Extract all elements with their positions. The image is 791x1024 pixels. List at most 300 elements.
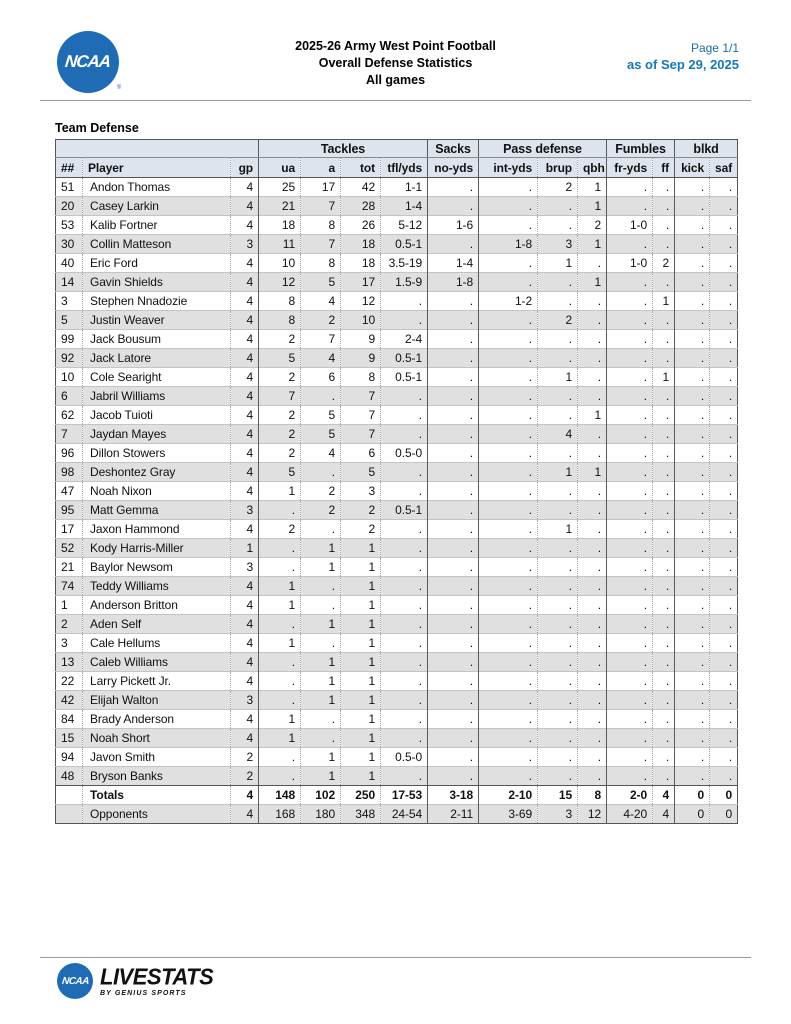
stat-cell: . [259, 558, 301, 577]
stat-cell: . [381, 596, 428, 615]
stat-cell: 1 [341, 596, 381, 615]
stat-cell: 1-6 [428, 216, 479, 235]
stat-cell: 4 [231, 786, 259, 805]
stat-cell: . [653, 767, 675, 786]
stat-cell: 4 [231, 273, 259, 292]
stat-cell: 102 [301, 786, 341, 805]
jersey-cell: 13 [56, 653, 83, 672]
stat-cell: . [428, 596, 479, 615]
stat-cell: 2 [301, 311, 341, 330]
stat-cell: 10 [341, 311, 381, 330]
stat-cell: . [607, 463, 653, 482]
stat-cell: 4 [231, 197, 259, 216]
stat-cell: . [710, 634, 738, 653]
player-row [56, 691, 738, 710]
stat-cell: 15 [538, 786, 578, 805]
stat-cell: 1-8 [428, 273, 479, 292]
jersey-cell: 7 [56, 425, 83, 444]
stat-cell: . [710, 444, 738, 463]
stat-cell: . [428, 520, 479, 539]
player-row [56, 558, 738, 577]
stat-cell: . [607, 615, 653, 634]
stat-cell: 1 [578, 178, 607, 197]
stat-cell: . [607, 197, 653, 216]
stat-cell: . [428, 577, 479, 596]
stat-cell: . [479, 178, 538, 197]
player-row [56, 539, 738, 558]
stat-cell: 21 [259, 197, 301, 216]
stat-cell: . [675, 558, 710, 577]
player-name-cell: Matt Gemma [83, 501, 231, 520]
stat-cell: . [538, 387, 578, 406]
stat-cell: . [653, 729, 675, 748]
stat-cell: . [381, 729, 428, 748]
table-body [56, 178, 738, 824]
stat-cell: . [428, 444, 479, 463]
stat-cell: . [607, 501, 653, 520]
player-row [56, 596, 738, 615]
stat-cell: . [479, 482, 538, 501]
stat-cell: 4 [231, 805, 259, 824]
stat-cell: . [538, 653, 578, 672]
stat-cell: 1 [301, 558, 341, 577]
stat-cell: 1-4 [428, 254, 479, 273]
player-name-cell: Kalib Fortner [83, 216, 231, 235]
stat-cell: . [675, 406, 710, 425]
stat-cell: 2 [538, 178, 578, 197]
stat-cell: 1 [301, 691, 341, 710]
stat-cell: . [428, 558, 479, 577]
stat-cell: 1 [653, 368, 675, 387]
stat-cell: 1 [341, 615, 381, 634]
stat-cell: 1 [301, 615, 341, 634]
ncaa-logo-text: NCAA [64, 52, 112, 71]
stat-cell: . [675, 387, 710, 406]
stat-cell: . [479, 767, 538, 786]
stat-cell: . [538, 539, 578, 558]
stat-cell: . [578, 767, 607, 786]
stat-cell: . [653, 501, 675, 520]
stat-cell: . [710, 653, 738, 672]
stat-cell: . [710, 197, 738, 216]
stat-cell: . [653, 463, 675, 482]
stat-cell: 18 [341, 235, 381, 254]
stat-cell: . [538, 197, 578, 216]
stat-cell: . [675, 330, 710, 349]
stat-cell: . [675, 710, 710, 729]
player-row [56, 653, 738, 672]
stat-cell: . [578, 330, 607, 349]
stat-cell: 17-53 [381, 786, 428, 805]
jersey-cell: 21 [56, 558, 83, 577]
player-row [56, 710, 738, 729]
column-header: ff [653, 158, 675, 178]
stat-cell: . [675, 577, 710, 596]
player-name-cell: Dillon Stowers [83, 444, 231, 463]
stat-cell: 3 [231, 235, 259, 254]
stat-cell: . [381, 520, 428, 539]
stat-cell: . [675, 672, 710, 691]
stat-cell: . [607, 672, 653, 691]
stat-cell: 1 [578, 463, 607, 482]
jersey-cell [56, 786, 83, 805]
stat-cell: . [675, 767, 710, 786]
stat-cell: 1-2 [479, 292, 538, 311]
jersey-cell: 95 [56, 501, 83, 520]
jersey-cell: 96 [56, 444, 83, 463]
stat-cell: . [428, 463, 479, 482]
stat-cell: 4 [301, 292, 341, 311]
player-name-cell: Anderson Britton [83, 596, 231, 615]
stat-cell: . [710, 539, 738, 558]
group-header-row [56, 140, 738, 158]
stat-cell: . [259, 672, 301, 691]
stat-cell: . [710, 767, 738, 786]
stat-cell: 25 [259, 178, 301, 197]
stat-cell: 2 [259, 406, 301, 425]
stat-cell: . [675, 463, 710, 482]
stat-cell: . [428, 349, 479, 368]
stat-cell: . [675, 691, 710, 710]
stat-cell: 1 [259, 482, 301, 501]
stat-cell: . [428, 672, 479, 691]
stat-cell: 8 [259, 292, 301, 311]
player-name-cell: Jacob Tuioti [83, 406, 231, 425]
player-name-cell: Cole Searight [83, 368, 231, 387]
stat-cell: 7 [341, 387, 381, 406]
player-name-cell: Jack Latore [83, 349, 231, 368]
stat-cell: . [428, 767, 479, 786]
stat-cell: . [710, 368, 738, 387]
stat-cell: 4 [231, 387, 259, 406]
stat-cell: 4 [653, 805, 675, 824]
stat-cell: 5 [259, 349, 301, 368]
column-header: a [301, 158, 341, 178]
jersey-cell: 3 [56, 634, 83, 653]
stat-cell: . [653, 539, 675, 558]
stat-cell: . [653, 520, 675, 539]
stat-cell: . [538, 634, 578, 653]
stat-cell: . [381, 292, 428, 311]
stat-cell: . [428, 539, 479, 558]
stat-cell: 2 [259, 368, 301, 387]
player-name-cell: Caleb Williams [83, 653, 231, 672]
stat-cell: . [538, 691, 578, 710]
stat-cell: 1 [301, 672, 341, 691]
jersey-cell: 94 [56, 748, 83, 767]
stat-cell: 42 [341, 178, 381, 197]
stat-cell: . [428, 387, 479, 406]
stat-cell: . [479, 558, 538, 577]
stat-cell: 2 [341, 520, 381, 539]
jersey-cell: 6 [56, 387, 83, 406]
stat-cell: . [479, 387, 538, 406]
player-row [56, 767, 738, 786]
stat-cell: 1 [341, 539, 381, 558]
stat-cell: . [479, 729, 538, 748]
stat-cell: 17 [341, 273, 381, 292]
column-header: fr-yds [607, 158, 653, 178]
stat-cell: . [259, 653, 301, 672]
stat-cell: 4 [231, 463, 259, 482]
stat-cell: . [538, 349, 578, 368]
jersey-cell: 30 [56, 235, 83, 254]
stat-cell: . [710, 729, 738, 748]
stat-cell: 11 [259, 235, 301, 254]
stat-cell: . [607, 710, 653, 729]
stat-cell: . [578, 558, 607, 577]
stat-cell: . [710, 615, 738, 634]
stat-cell: 7 [301, 197, 341, 216]
stat-cell: . [653, 197, 675, 216]
stat-cell: . [538, 330, 578, 349]
stat-cell: . [653, 406, 675, 425]
stat-cell: 1 [341, 710, 381, 729]
stat-cell: 0.5-1 [381, 368, 428, 387]
player-name-cell: Noah Nixon [83, 482, 231, 501]
player-name-cell: Baylor Newsom [83, 558, 231, 577]
stat-cell: . [381, 311, 428, 330]
stat-cell: . [381, 672, 428, 691]
stat-cell: 2 [259, 330, 301, 349]
stat-cell: 8 [301, 254, 341, 273]
stat-cell: . [479, 634, 538, 653]
player-name-cell: Noah Short [83, 729, 231, 748]
stat-cell: . [710, 311, 738, 330]
stat-cell: . [381, 577, 428, 596]
stat-cell: 3-18 [428, 786, 479, 805]
stat-cell: . [653, 710, 675, 729]
stat-cell: . [653, 273, 675, 292]
stat-cell: . [653, 387, 675, 406]
stat-cell: . [710, 501, 738, 520]
stat-cell: . [479, 197, 538, 216]
section-title: Team Defense [55, 121, 139, 135]
stat-cell: . [653, 672, 675, 691]
stat-cell: 1 [301, 748, 341, 767]
stat-cell: . [710, 748, 738, 767]
stat-cell: 1 [341, 558, 381, 577]
stat-cell: 348 [341, 805, 381, 824]
stat-cell: . [675, 311, 710, 330]
stat-cell: . [710, 216, 738, 235]
stat-cell: . [653, 311, 675, 330]
stat-cell: . [538, 710, 578, 729]
stat-cell: . [675, 292, 710, 311]
stat-cell: 8 [301, 216, 341, 235]
stat-cell: 4 [231, 311, 259, 330]
page-info [627, 41, 739, 72]
stat-cell: 12 [259, 273, 301, 292]
stat-cell: . [381, 387, 428, 406]
stat-cell: . [578, 539, 607, 558]
stat-cell: . [538, 216, 578, 235]
stat-cell: 1-8 [479, 235, 538, 254]
stat-cell: . [479, 444, 538, 463]
stat-cell: 4 [231, 330, 259, 349]
stat-cell: . [607, 292, 653, 311]
stat-cell: . [428, 235, 479, 254]
stat-cell: 1 [578, 273, 607, 292]
stat-cell: . [653, 558, 675, 577]
stat-cell: . [607, 558, 653, 577]
stat-cell: 1-0 [607, 254, 653, 273]
stat-cell: . [653, 634, 675, 653]
title-line-1: 2025-26 Army West Point Football [295, 39, 496, 53]
stat-cell: . [653, 235, 675, 254]
player-name-cell: Kody Harris-Miller [83, 539, 231, 558]
stat-cell: . [259, 501, 301, 520]
jersey-cell: 47 [56, 482, 83, 501]
stat-cell: . [578, 349, 607, 368]
stat-cell: . [301, 520, 341, 539]
stat-cell: . [675, 216, 710, 235]
stat-cell: . [675, 197, 710, 216]
stat-cell: . [381, 653, 428, 672]
jersey-cell: 10 [56, 368, 83, 387]
stat-cell: . [675, 368, 710, 387]
stat-cell: . [653, 425, 675, 444]
stat-cell: 1 [231, 539, 259, 558]
stat-cell: 1 [341, 729, 381, 748]
stat-cell: . [653, 596, 675, 615]
stat-cell: 1.5-9 [381, 273, 428, 292]
stat-cell: . [578, 634, 607, 653]
jersey-cell: 1 [56, 596, 83, 615]
stat-cell: . [381, 539, 428, 558]
stat-cell: 9 [341, 330, 381, 349]
stat-cell: . [259, 748, 301, 767]
stat-cell: . [428, 482, 479, 501]
stat-cell: . [607, 330, 653, 349]
stat-cell: 1 [341, 748, 381, 767]
jersey-cell: 51 [56, 178, 83, 197]
stat-cell: 4 [231, 596, 259, 615]
stat-cell: . [675, 273, 710, 292]
stat-cell: 1 [578, 235, 607, 254]
stat-cell: 4 [653, 786, 675, 805]
stat-cell: . [538, 577, 578, 596]
stat-cell: . [607, 444, 653, 463]
stat-cell: . [607, 406, 653, 425]
stat-cell: 3 [231, 691, 259, 710]
player-name-cell: Jabril Williams [83, 387, 231, 406]
stat-cell: . [675, 349, 710, 368]
stat-cell: 6 [341, 444, 381, 463]
stat-cell: . [538, 444, 578, 463]
stat-cell: . [710, 558, 738, 577]
stat-cell: . [710, 425, 738, 444]
player-row [56, 482, 738, 501]
stat-cell: 0.5-1 [381, 501, 428, 520]
stat-cell: 4 [231, 254, 259, 273]
stat-cell: 1 [259, 577, 301, 596]
stat-cell: 7 [341, 425, 381, 444]
stat-cell: 4 [231, 444, 259, 463]
stat-cell: 1 [341, 691, 381, 710]
stat-cell: . [538, 406, 578, 425]
stat-cell: 5 [301, 406, 341, 425]
stat-cell: . [607, 539, 653, 558]
column-header: tfl/yds [381, 158, 428, 178]
player-row [56, 197, 738, 216]
jersey-cell: 22 [56, 672, 83, 691]
stat-cell: . [607, 425, 653, 444]
player-row [56, 349, 738, 368]
column-header: no-yds [428, 158, 479, 178]
stat-cell: . [538, 501, 578, 520]
stat-cell: . [479, 311, 538, 330]
jersey-cell: 3 [56, 292, 83, 311]
stat-cell: . [607, 482, 653, 501]
stat-cell: . [710, 254, 738, 273]
jersey-cell: 74 [56, 577, 83, 596]
stat-cell: 2 [259, 425, 301, 444]
stat-cell: 2-4 [381, 330, 428, 349]
player-name-cell: Brady Anderson [83, 710, 231, 729]
stat-cell: . [653, 577, 675, 596]
stat-cell: . [675, 482, 710, 501]
stat-cell: . [675, 615, 710, 634]
stat-cell: 2 [259, 444, 301, 463]
stat-cell: . [428, 653, 479, 672]
group-header-cell: Tackles [259, 140, 428, 158]
column-header-row [56, 158, 738, 178]
stat-cell: 1 [341, 767, 381, 786]
stat-cell: 1-1 [381, 178, 428, 197]
stat-cell: . [710, 178, 738, 197]
stat-cell: 1 [341, 653, 381, 672]
stat-cell: 0.5-1 [381, 235, 428, 254]
column-header: kick [675, 158, 710, 178]
player-row [56, 368, 738, 387]
stat-cell: . [428, 729, 479, 748]
stat-cell: . [675, 425, 710, 444]
stat-cell: . [578, 368, 607, 387]
stat-cell: . [381, 767, 428, 786]
stat-cell: . [653, 349, 675, 368]
jersey-cell: 17 [56, 520, 83, 539]
jersey-cell: 62 [56, 406, 83, 425]
stat-cell: 3 [231, 501, 259, 520]
stat-cell: . [607, 311, 653, 330]
stat-cell: . [578, 577, 607, 596]
stat-cell: . [479, 710, 538, 729]
stat-cell: . [710, 235, 738, 254]
stat-cell: . [675, 520, 710, 539]
stat-cell: . [301, 596, 341, 615]
stat-cell: . [653, 653, 675, 672]
stat-cell: . [710, 406, 738, 425]
stat-cell: 0.5-0 [381, 444, 428, 463]
stat-cell: 1 [301, 767, 341, 786]
stat-cell: 1 [578, 197, 607, 216]
stat-cell: . [653, 482, 675, 501]
stat-cell: . [381, 615, 428, 634]
stat-cell: . [710, 330, 738, 349]
jersey-cell: 15 [56, 729, 83, 748]
column-header: tot [341, 158, 381, 178]
stat-cell: 0 [710, 786, 738, 805]
stat-cell: 4 [231, 368, 259, 387]
stat-cell: 5 [341, 463, 381, 482]
stat-cell: . [479, 406, 538, 425]
stat-cell: . [675, 254, 710, 273]
player-name-cell: Collin Matteson [83, 235, 231, 254]
stat-cell: 1 [259, 634, 301, 653]
stat-cell: 18 [341, 254, 381, 273]
stat-cell: . [578, 748, 607, 767]
